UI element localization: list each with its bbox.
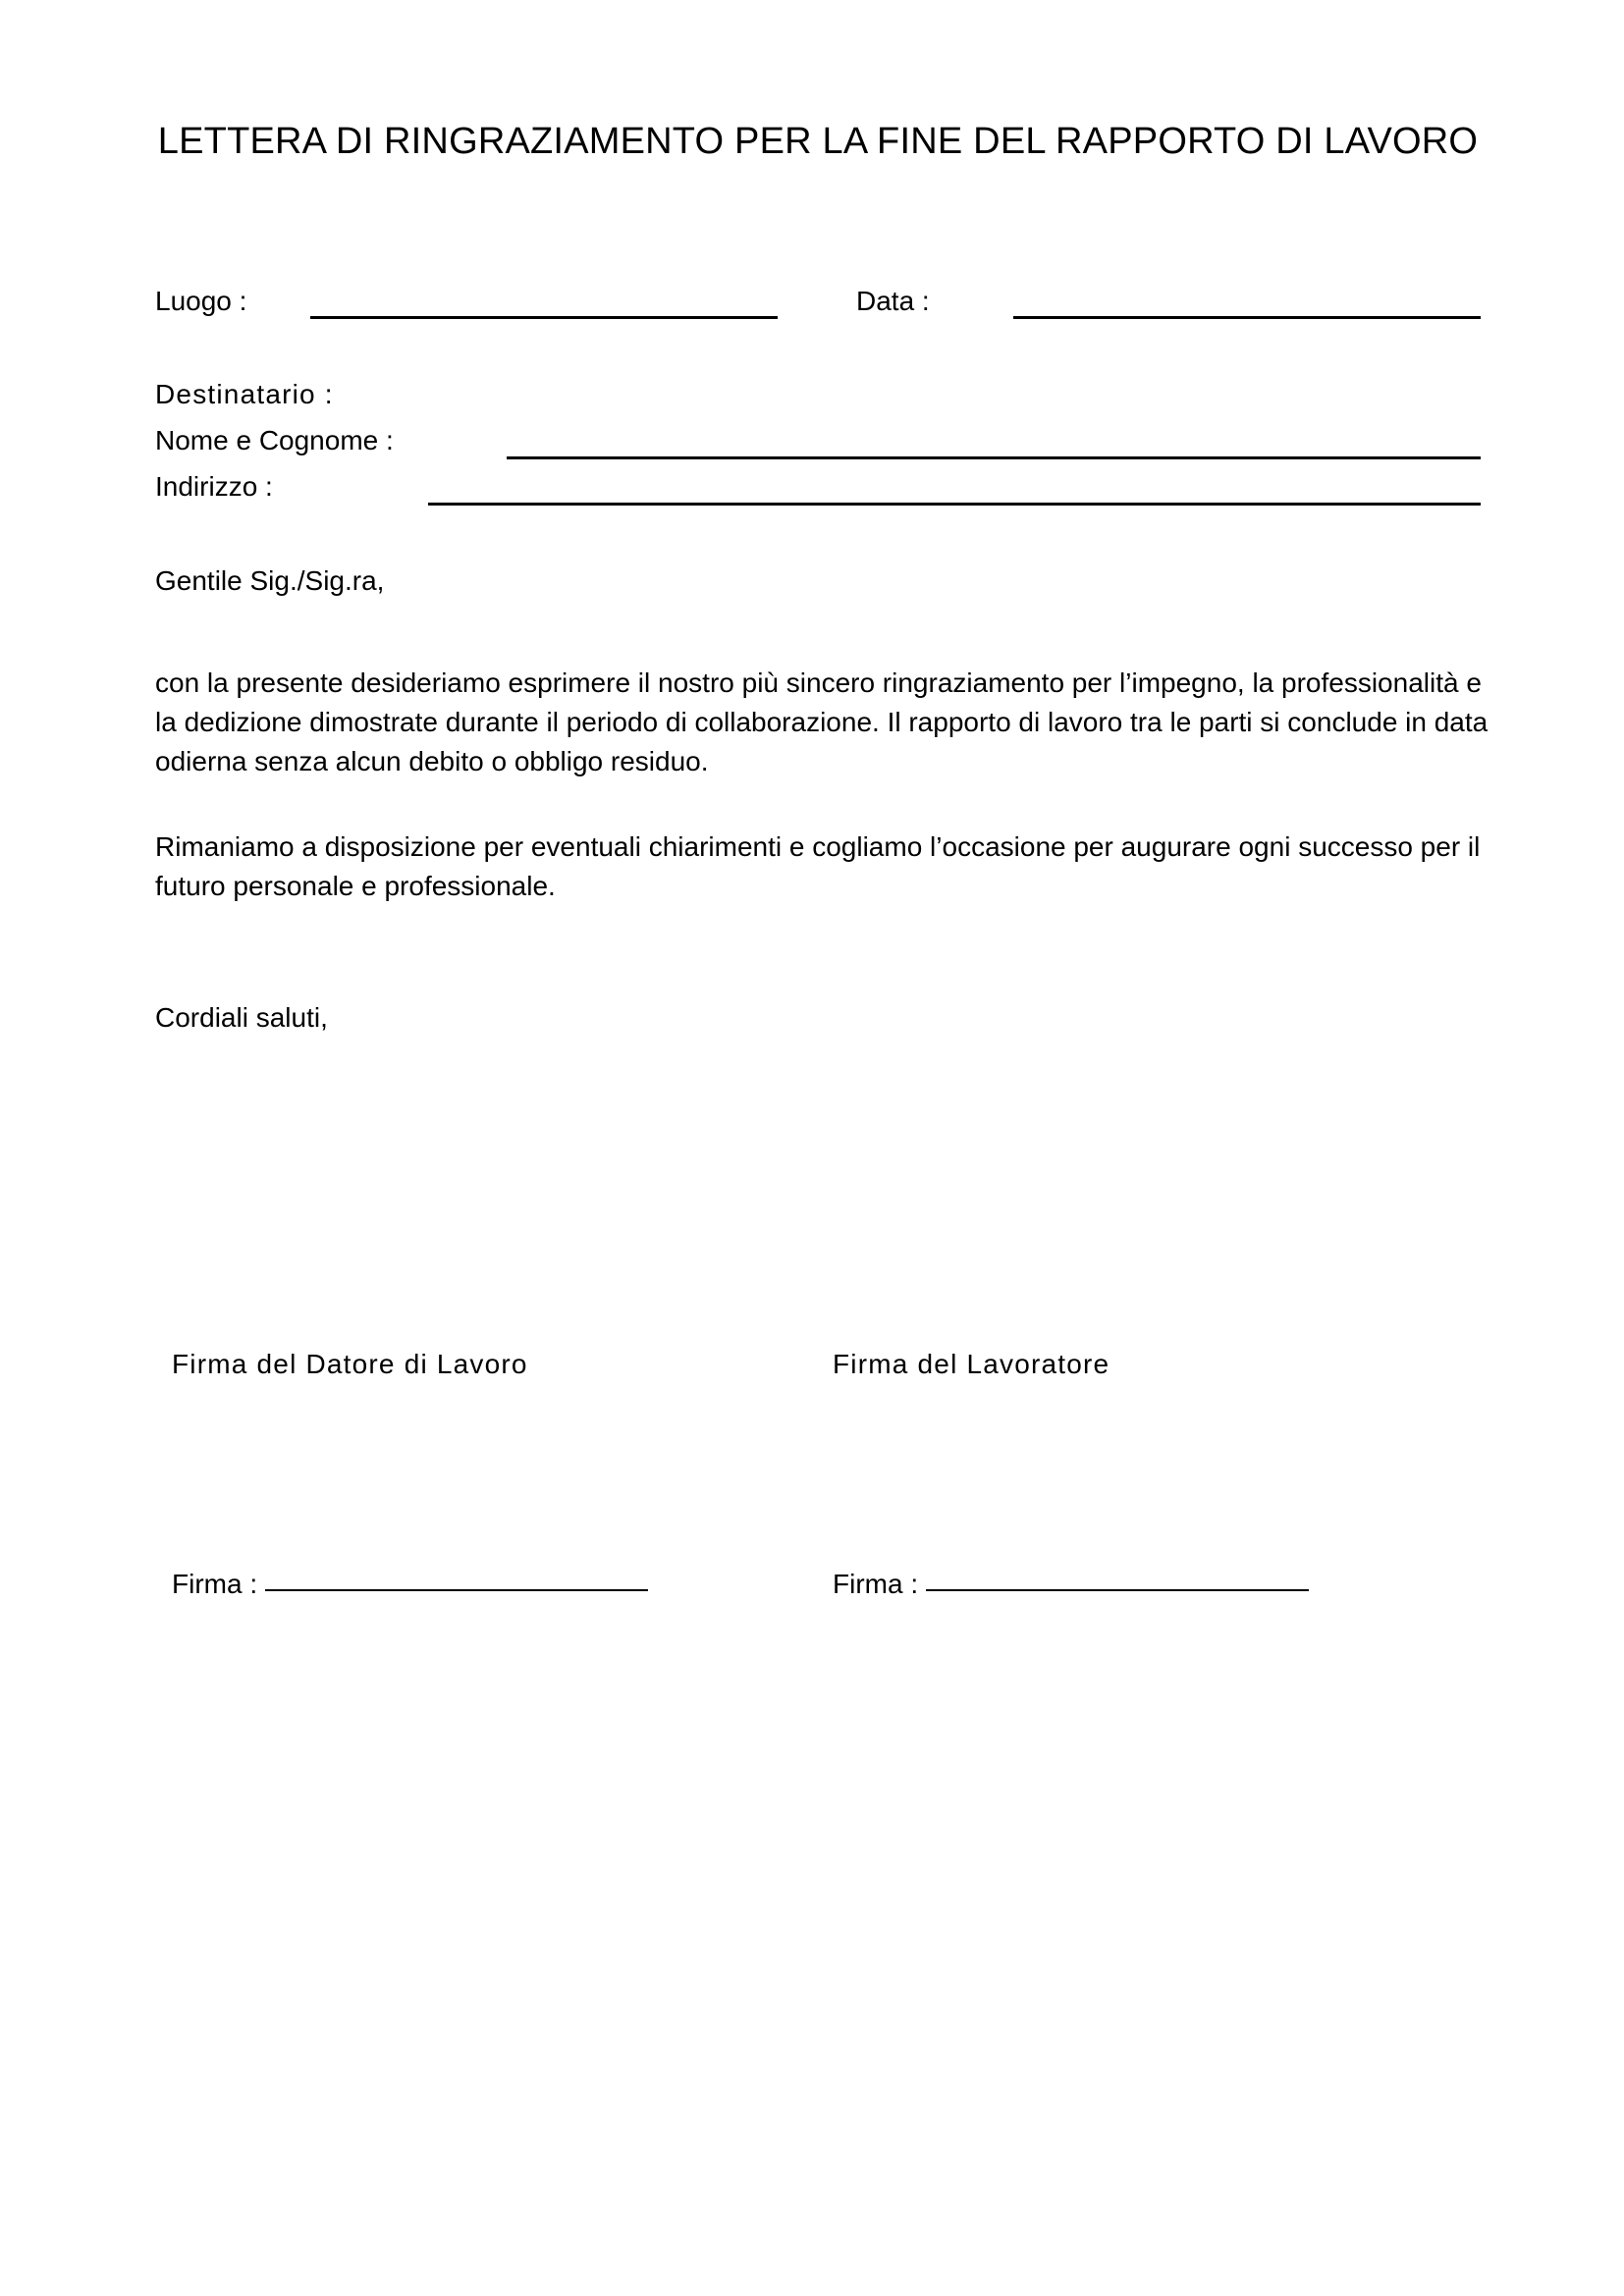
address-field[interactable] xyxy=(428,503,1481,506)
employer-signature-title: Firma del Datore di Lavoro xyxy=(172,1349,528,1379)
address-label: Indirizzo : xyxy=(155,471,273,502)
place-label: Luogo : xyxy=(155,286,247,316)
document-title: LETTERA DI RINGRAZIAMENTO PER LA FINE DEL RAPPORTO DI LAVORO xyxy=(157,121,1479,162)
employer-signature-field[interactable] xyxy=(265,1589,648,1591)
body-paragraph-1: con la presente desideriamo esprimere il nostro più sincero ringraziamento per l’impegno, la professionalità e la dedizione dimostrate durante il periodo di collaborazione. Il rapporto di lavoro tra le parti si conclude in data odierna senza alcun debito o obbligo residuo. xyxy=(155,667,1489,776)
name-label: Nome e Cognome : xyxy=(155,425,394,455)
employee-signature-line xyxy=(833,1568,1309,1601)
name-field[interactable] xyxy=(507,456,1481,459)
employee-signature-label: Firma : xyxy=(833,1569,919,1599)
place-field[interactable] xyxy=(310,316,778,319)
date-field[interactable] xyxy=(1013,316,1481,319)
employee-signature-field[interactable] xyxy=(926,1589,1309,1591)
recipient-label: Destinatario : xyxy=(155,379,334,409)
employer-signature-label: Firma : xyxy=(172,1569,258,1599)
employer-signature-line xyxy=(172,1568,648,1601)
employee-signature-title: Firma del Lavoratore xyxy=(833,1349,1110,1379)
body-paragraph-2: Rimaniamo a disposizione per eventuali chiarimenti e cogliamo l’occasione per augurare ogni successo per il futuro personale e professionale. xyxy=(155,831,1481,901)
closing: Cordiali saluti, xyxy=(155,1002,328,1033)
salutation: Gentile Sig./Sig.ra, xyxy=(155,565,385,596)
date-label: Data : xyxy=(856,286,930,316)
